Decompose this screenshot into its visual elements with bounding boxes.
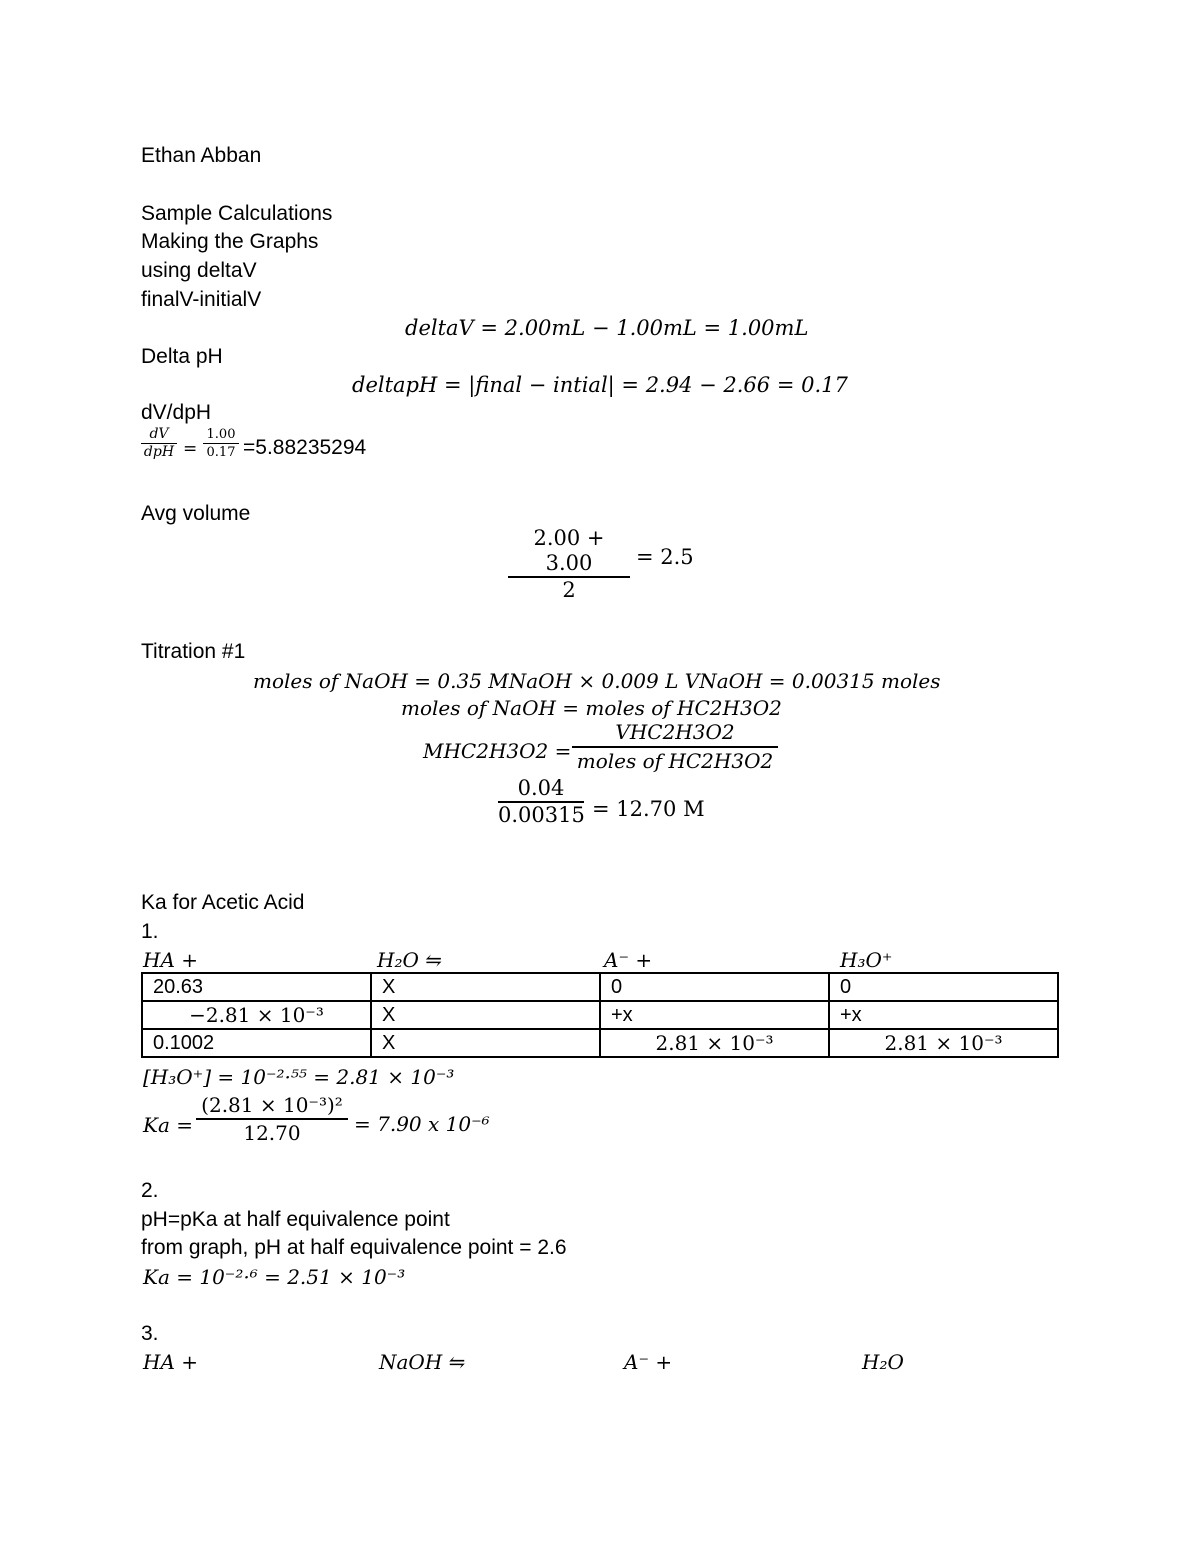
- reaction-term: HA +: [143, 948, 198, 972]
- question-number: 3.: [141, 1322, 159, 1345]
- equals-sign: =: [183, 439, 198, 459]
- ka-heading: Ka for Acetic Acid: [141, 891, 305, 914]
- fraction-numerator: 1.00: [206, 427, 236, 442]
- table-cell: +x: [829, 1001, 1058, 1029]
- delta-v-equation: deltaV = 2.00mL − 1.00mL = 1.00mL: [405, 316, 809, 340]
- fraction-numerator: 0.04: [517, 776, 565, 800]
- table-cell: +x: [600, 1001, 829, 1029]
- molarity-calc-fraction: [498, 776, 584, 828]
- titration-heading: Titration #1: [141, 640, 246, 663]
- dv-dph-result: =5.88235294: [243, 436, 367, 459]
- reaction-term: A⁻ +: [624, 1350, 673, 1374]
- avg-volume-label: Avg volume: [141, 502, 251, 525]
- ice-table: [141, 972, 1059, 1058]
- table-cell: X: [371, 1001, 600, 1029]
- reaction-term: H₂O ⇋: [377, 948, 442, 972]
- reaction-term: A⁻ +: [604, 948, 653, 972]
- reaction-term: NaOH ⇋: [379, 1350, 466, 1374]
- q2-line: from graph, pH at half equivalence point = 2.6: [141, 1236, 567, 1259]
- delta-ph-label: Delta pH: [141, 345, 223, 368]
- ka-lhs: Ka =: [143, 1113, 193, 1137]
- dv-dph-value-fraction: [203, 426, 239, 461]
- heading-line: Sample Calculations: [141, 202, 333, 225]
- table-cell: 20.63: [142, 973, 371, 1001]
- table-cell: 2.81 × 10⁻³: [829, 1029, 1058, 1057]
- fraction-numerator: (2.81 × 10⁻³)²: [201, 1093, 343, 1117]
- fraction-numerator: 2.00 + 3.00: [533, 526, 605, 575]
- table-cell: 0: [829, 973, 1058, 1001]
- fraction-denominator: dpH: [143, 444, 175, 460]
- dv-dph-fraction: [141, 426, 177, 461]
- delta-ph-equation: deltapH = |final − intial| = 2.94 − 2.66 = 0.17: [352, 373, 848, 397]
- reaction-term: HA +: [143, 1350, 198, 1374]
- reaction-term: H₃O⁺: [840, 948, 893, 972]
- molarity-lhs: MHC2H3O2 =: [423, 739, 572, 763]
- dv-dph-label: dV/dpH: [141, 401, 212, 424]
- fraction-denominator: moles of HC2H3O2: [576, 749, 774, 773]
- avg-volume-fraction: [508, 526, 630, 603]
- table-row: [142, 973, 1058, 1001]
- ka-result: = 7.90 x 10⁻⁶: [354, 1112, 490, 1136]
- author-name: Ethan Abban: [141, 144, 262, 167]
- table-cell: X: [371, 973, 600, 1001]
- table-row: [142, 1029, 1058, 1057]
- titration-line: moles of NaOH = 0.35 MNaOH × 0.009 L VNaOH = 0.00315 moles: [253, 669, 941, 693]
- fraction-denominator: 2: [562, 578, 576, 602]
- q2-line: pH=pKa at half equivalence point: [141, 1208, 450, 1231]
- avg-volume-result: = 2.5: [636, 545, 694, 569]
- question-number: 2.: [141, 1179, 159, 1202]
- ka-fraction: [196, 1092, 348, 1146]
- reaction-term: H₂O: [862, 1350, 904, 1374]
- table-cell: X: [371, 1029, 600, 1057]
- table-cell: 0: [600, 973, 829, 1001]
- h3o-equation: [H₃O⁺] = 10⁻²·⁵⁵ = 2.81 × 10⁻³: [143, 1065, 455, 1089]
- table-row: [142, 1001, 1058, 1029]
- molarity-fraction: [572, 719, 778, 775]
- fraction-numerator: VHC2H3O2: [615, 720, 735, 744]
- heading-line: Making the Graphs: [141, 230, 319, 253]
- titration-line: moles of NaOH = moles of HC2H3O2: [401, 696, 782, 720]
- fraction-denominator: 12.70: [243, 1121, 301, 1145]
- fraction-denominator: 0.17: [206, 445, 236, 460]
- molarity-result: = 12.70 M: [592, 797, 705, 821]
- fraction-denominator: 0.00315: [498, 803, 585, 827]
- ka-q2-equation: Ka = 10⁻²·⁶ = 2.51 × 10⁻³: [143, 1265, 406, 1289]
- heading-line: finalV-initialV: [141, 288, 262, 311]
- table-cell: 0.1002: [142, 1029, 371, 1057]
- question-number: 1.: [141, 920, 159, 943]
- heading-line: using deltaV: [141, 259, 257, 282]
- table-cell: −2.81 × 10⁻³: [142, 1001, 371, 1029]
- table-cell: 2.81 × 10⁻³: [600, 1029, 829, 1057]
- fraction-numerator: dV: [149, 426, 169, 442]
